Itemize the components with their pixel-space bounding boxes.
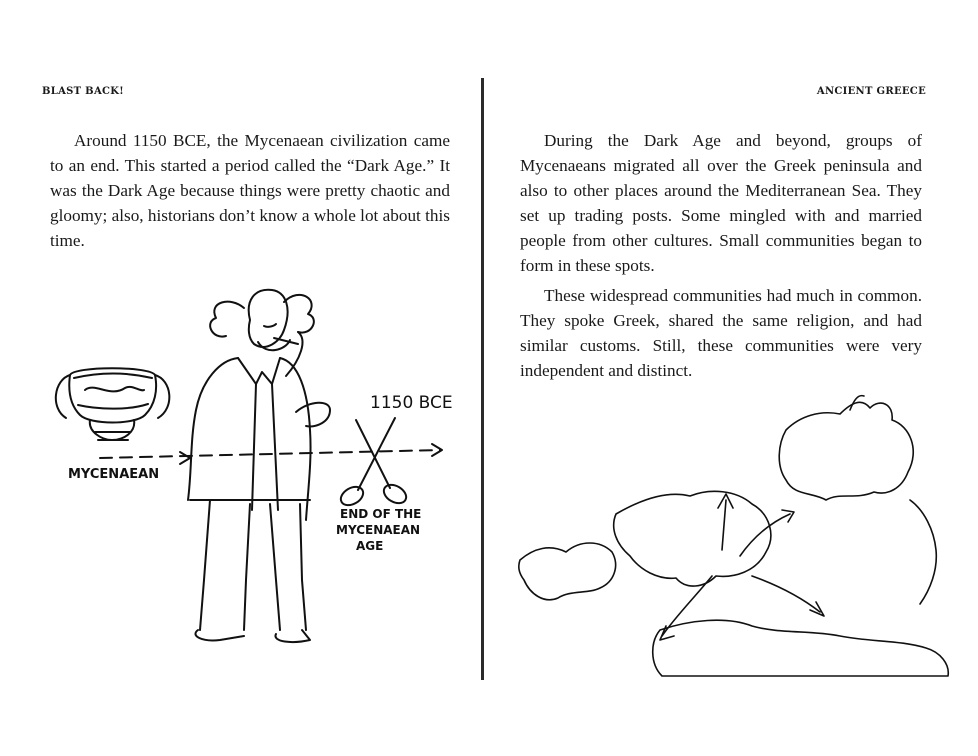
greek-vase-icon [56,368,170,440]
migration-map-illustration [490,380,970,680]
map-coastline-asia-minor [779,402,913,500]
scissors-icon [338,418,410,509]
label-mycenaean: MYCENAEAN [68,467,160,482]
running-head-right: ANCIENT GREECE [816,86,926,97]
map-coastline-italy [519,543,616,600]
map-coastline-levant [910,500,936,604]
left-paragraph: Around 1150 BCE, the Mycenaean civilization came to an end. This started a period called the “Dark Age.” It was the Dark Age because things were pretty chaotic and gloomy; also, historians don’t know a whole lot about this time. [50,131,450,250]
map-coastline-africa [653,620,949,676]
map-coastline-greece [614,491,771,586]
running-head-left: BLAST BACK! [42,86,124,97]
book-spine [481,78,484,680]
right-body-text-2 [520,283,922,383]
dark-age-illustration [40,280,470,680]
bottom-margin [0,680,978,756]
caption-line-1: END OF THE [340,507,422,521]
left-body-text [50,128,450,253]
migration-arrow-northeast [740,514,790,556]
migration-arrow-north [722,500,726,550]
timeline-arrow [100,450,440,458]
scholar-figure [188,290,330,642]
migration-arrow-southeast [752,576,820,612]
right-paragraph-2: These widespread communities had much in common. They spoke Greek, shared the same religion, and had similar customs. Still, these communities were very independent and distinct. [520,286,922,380]
caption-line-2: MYCENAEAN [336,523,421,537]
caption-line-3: AGE [356,539,384,553]
label-1150-bce: 1150 BCE [370,393,453,413]
right-body-text-1 [520,128,922,278]
right-paragraph-1: During the Dark Age and beyond, groups of Mycenaeans migrated all over the Greek peninsula and also to other places around the Mediterranean Sea. They set up trading posts. Some mingled with and married people from other cultures. Small communities began to form in these spots. [520,131,922,275]
